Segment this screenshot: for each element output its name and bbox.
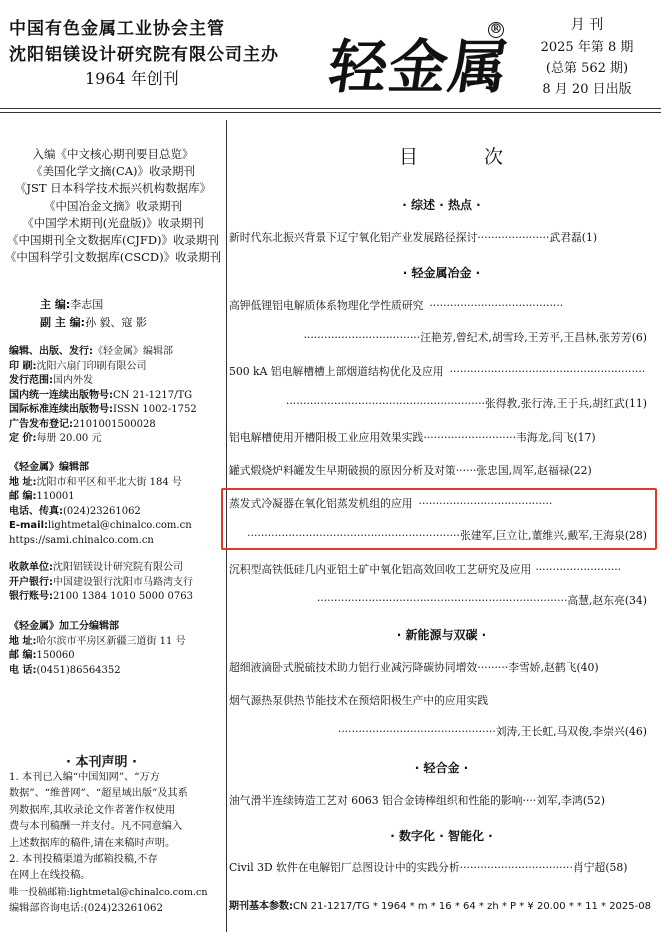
toc-dots: ·····················: [477, 231, 550, 244]
toc-entry-cont: [303, 330, 647, 345]
toc-entry[interactable]: [229, 860, 627, 875]
total-issue: (总第 562 期): [545, 61, 629, 76]
toc-page: (28): [624, 529, 647, 542]
toc-dots: ··························································: [285, 397, 485, 410]
toc-dots: ·······································: [418, 497, 553, 510]
toc-entry-title: 罐式煅烧炉料罐发生早期破损的原因分析及对策: [229, 464, 456, 477]
header-rule-thin: [0, 112, 661, 113]
toc-entry-title: 超细液滴卧式脱硫技术助力铝行业减污降碳协同增效: [229, 661, 478, 674]
toc-page: (22): [569, 464, 592, 477]
bank-line: 开户银行:中国建设银行沈阳市马路湾支行: [9, 576, 193, 588]
toc-entry-title: Civil 3D 软件在电解铝厂总图设计中的实践分析: [229, 861, 460, 874]
toc-category: · 综述 · 热点 ·: [402, 198, 481, 212]
editorial-office: [9, 461, 192, 548]
indexing-item: 《美国化学文摘(CA)》收录期刊: [30, 164, 196, 179]
toc-page: (34): [624, 594, 647, 607]
toc-entry-title: 油气滑半连续铸造工艺对 6063 铝合金铸棒组织和性能的影响: [229, 794, 523, 807]
toc-entry-cont: [317, 593, 647, 608]
editor-name: 李志国: [70, 298, 104, 311]
toc-authors: 张建军,巨立让,董维兴,戴军,王海泉: [459, 529, 625, 542]
toc-authors: 李雪娇,赵鹤飞: [508, 661, 577, 674]
info-line: 编辑、出版、发行:《轻金属》编辑部: [9, 346, 173, 357]
indexing-item: 《JST 日本科学技术振兴机构数据库》: [14, 181, 212, 196]
toc-entry-cont: [338, 724, 647, 739]
declaration-line: 在网上在线投稿。: [9, 870, 91, 882]
toc-dots: ·······································: [429, 299, 564, 312]
toc-authors: 张忠国,周军,赵福禄: [476, 464, 570, 477]
declaration-email: 唯一投稿邮箱:lightmetal@chinalco.com.cn: [9, 886, 208, 898]
declaration-line: 数据”、“维普网”、“超星域出版”及其系: [9, 788, 188, 800]
toc-entry-title: 高钾低锂铝电解质体系物理化学性质研究: [229, 299, 424, 312]
processing-office: [9, 620, 186, 678]
toc-page: (17): [573, 431, 596, 444]
indexing-item: 《中国科学引文数据库(CSCD)》收录期刊: [4, 250, 222, 265]
toc-page: (52): [582, 794, 605, 807]
parameters-label: 期刊基本参数:: [229, 901, 293, 912]
office-line: 邮 编:150060: [9, 650, 75, 661]
toc-entry-title: 蒸发式冷凝器在氧化铝蒸发机组的应用: [229, 497, 413, 510]
toc-category: · 数字化 · 智能化 ·: [390, 829, 493, 843]
toc-entry-highlighted[interactable]: [229, 496, 552, 511]
toc-entry-cont: [247, 528, 647, 543]
toc-authors: 武君磊: [549, 231, 582, 244]
office-title: 《轻金属》加工分编辑部: [9, 621, 119, 632]
indexing-item: 入编《中文核心期刊要目总览》: [32, 147, 194, 161]
toc-page: (11): [624, 397, 647, 410]
bank-info: [9, 561, 193, 605]
toc-entry[interactable]: [229, 793, 605, 808]
chief-editor: [40, 296, 103, 312]
registered-mark-icon: ®: [489, 22, 503, 37]
toc-page: (1): [581, 231, 598, 244]
toc-entry[interactable]: [229, 364, 645, 379]
journal-logo: 轻金属: [324, 33, 515, 101]
declaration-line: 列数据库,其收录论文作者著作权使用: [9, 804, 176, 816]
indexing-list: [2, 146, 224, 266]
toc-entry[interactable]: [229, 693, 488, 708]
info-line: 定 价:每册 20.00 元: [9, 433, 102, 444]
office-website: https://sami.chinalco.com.cn: [9, 534, 154, 546]
bank-line: 银行账号:2100 1384 1010 5000 0763: [9, 591, 193, 602]
toc-authors: 张得教,张行涛,王于兵,胡红武: [484, 397, 625, 410]
office-title: 《轻金属》编辑部: [9, 462, 89, 473]
office-line: 地 址:沈阳市和平区和平北大街 184 号: [9, 476, 182, 488]
toc-entry[interactable]: [229, 660, 599, 675]
toc-entry-cont: [286, 396, 647, 411]
toc-page: (40): [576, 661, 599, 674]
declaration-title: · 本刊声明 ·: [66, 755, 137, 770]
toc-authors: 高慧,赵东亮: [567, 594, 625, 607]
issue-number: 2025 年第 8 期: [540, 40, 634, 55]
toc-entry-title: 新时代东北振兴背景下辽宁氧化铝产业发展路径探讨: [229, 231, 478, 244]
toc-entry[interactable]: [229, 463, 592, 478]
parameters-value: CN 21-1217/TG * 1964 * m * 16 * 64 * zh * P * ¥ 20.00 * * 11 * 2025-08: [293, 901, 651, 912]
toc-page: (46): [624, 725, 647, 738]
info-line: 国内统一连续出版物号:CN 21-1217/TG: [9, 389, 193, 401]
header-organizer: 沈阳铝镁设计研究院有限公司主办: [9, 45, 279, 65]
publication-info: [9, 345, 197, 447]
toc-category: · 轻合金 ·: [414, 761, 469, 775]
editor-name: 孙 毅、寇 影: [85, 316, 148, 329]
toc-title: 目 次: [399, 146, 534, 168]
header-sponsor: 中国有色金属工业协会主管: [9, 19, 225, 39]
editor-role: 副 主 编:: [40, 316, 86, 329]
toc-page: (58): [605, 861, 628, 874]
indexing-item: 《中国学术期刊(光盘版)》收录期刊: [22, 215, 204, 230]
office-line: 电 话:(0451)86564352: [9, 664, 121, 676]
toc-entry[interactable]: [229, 430, 596, 445]
editor-role: 主 编:: [40, 298, 71, 311]
publish-date: 8 月 20 日出版: [542, 82, 632, 97]
info-line: 发行范围:国内外发: [9, 375, 93, 386]
toc-dots: ·································: [459, 861, 573, 874]
toc-category: · 轻金属冶金 ·: [402, 266, 481, 280]
declaration-body: [9, 770, 208, 918]
header-rule: [0, 108, 661, 109]
toc-dots: ·························································: [449, 365, 646, 378]
declaration-line: 费与本刊稿酬一并支付。凡不同意编入: [9, 821, 183, 833]
frequency: 月 刊: [570, 17, 604, 33]
declaration-phone: 编辑部咨询电话:(024)23261062: [9, 903, 163, 915]
toc-entry[interactable]: [229, 562, 621, 577]
toc-entry-title: 500 kA 铝电解槽槽上部烟道结构优化及应用: [229, 365, 444, 378]
toc-authors: 刘军,李鸿: [536, 794, 583, 807]
toc-dots: ····: [522, 794, 537, 807]
indexing-item: 《中国期刊全文数据库(CJFD)》收录期刊: [6, 233, 220, 248]
office-email: E-mail:lightmetal@chinalco.com.cn: [9, 520, 192, 531]
bank-line: 收款单位:沈阳铝镁设计研究院有限公司: [9, 562, 183, 573]
toc-authors: 韦海龙,闫飞: [516, 431, 574, 444]
toc-entry[interactable]: [229, 230, 597, 245]
toc-authors: 肖宁超: [572, 861, 606, 874]
office-line: 地 址:哈尔滨市平房区新疆三道街 11 号: [9, 635, 186, 647]
toc-dots: ···························: [423, 431, 517, 444]
toc-dots: ··············································: [337, 725, 496, 738]
office-line: 邮 编:110001: [9, 491, 75, 502]
toc-dots: ·········································································: [316, 594, 568, 607]
toc-entry-title: 沉积型高铁低硅几内亚铝土矿中氧化铝高效回收工艺研究及应用: [229, 563, 532, 576]
toc-entry[interactable]: [229, 298, 563, 313]
toc-category: · 新能源与双碳 ·: [396, 628, 487, 642]
toc-dots: ··································: [303, 331, 421, 344]
toc-entry-title: 烟气源热泵供热节能技术在预焙阳极生产中的应用实践: [229, 694, 489, 707]
header-founded: 1964 年创刊: [85, 69, 179, 88]
toc-authors: 汪艳芳,曾纪术,胡雪玲,王芳平,王昌林,张芳芳: [420, 331, 632, 344]
declaration-line: 1. 本刊已入编“中国知网”、“万方: [9, 772, 160, 783]
toc-dots: ·························: [535, 563, 622, 576]
indexing-item: 《中国冶金文摘》收录期刊: [44, 198, 182, 213]
toc-dots: ······: [455, 464, 477, 477]
toc-authors: 刘涛,王长虹,马双俊,李崇兴: [495, 725, 625, 738]
declaration-line: 上述数据库的稿件,请在来稿时声明。: [9, 837, 176, 849]
journal-parameters: [229, 897, 651, 912]
info-line: 广告发布登记:2101001500028: [9, 418, 156, 430]
toc-dots: ······························································: [247, 529, 460, 542]
toc-entry-title: 铝电解槽使用开槽阳极工业应用效果实践: [229, 431, 424, 444]
info-line: 印 刷:沈阳六扇门印刷有限公司: [9, 360, 147, 372]
toc-page: (6): [631, 331, 647, 344]
deputy-editor: [40, 314, 147, 330]
toc-dots: ·········: [477, 661, 509, 674]
info-line: 国际标准连续出版物号:ISSN 1002-1752: [9, 404, 197, 415]
declaration-line: 2. 本刊投稿渠道为邮箱投稿,不存: [9, 854, 158, 866]
office-line: 电话、传真:(024)23261062: [9, 505, 141, 517]
